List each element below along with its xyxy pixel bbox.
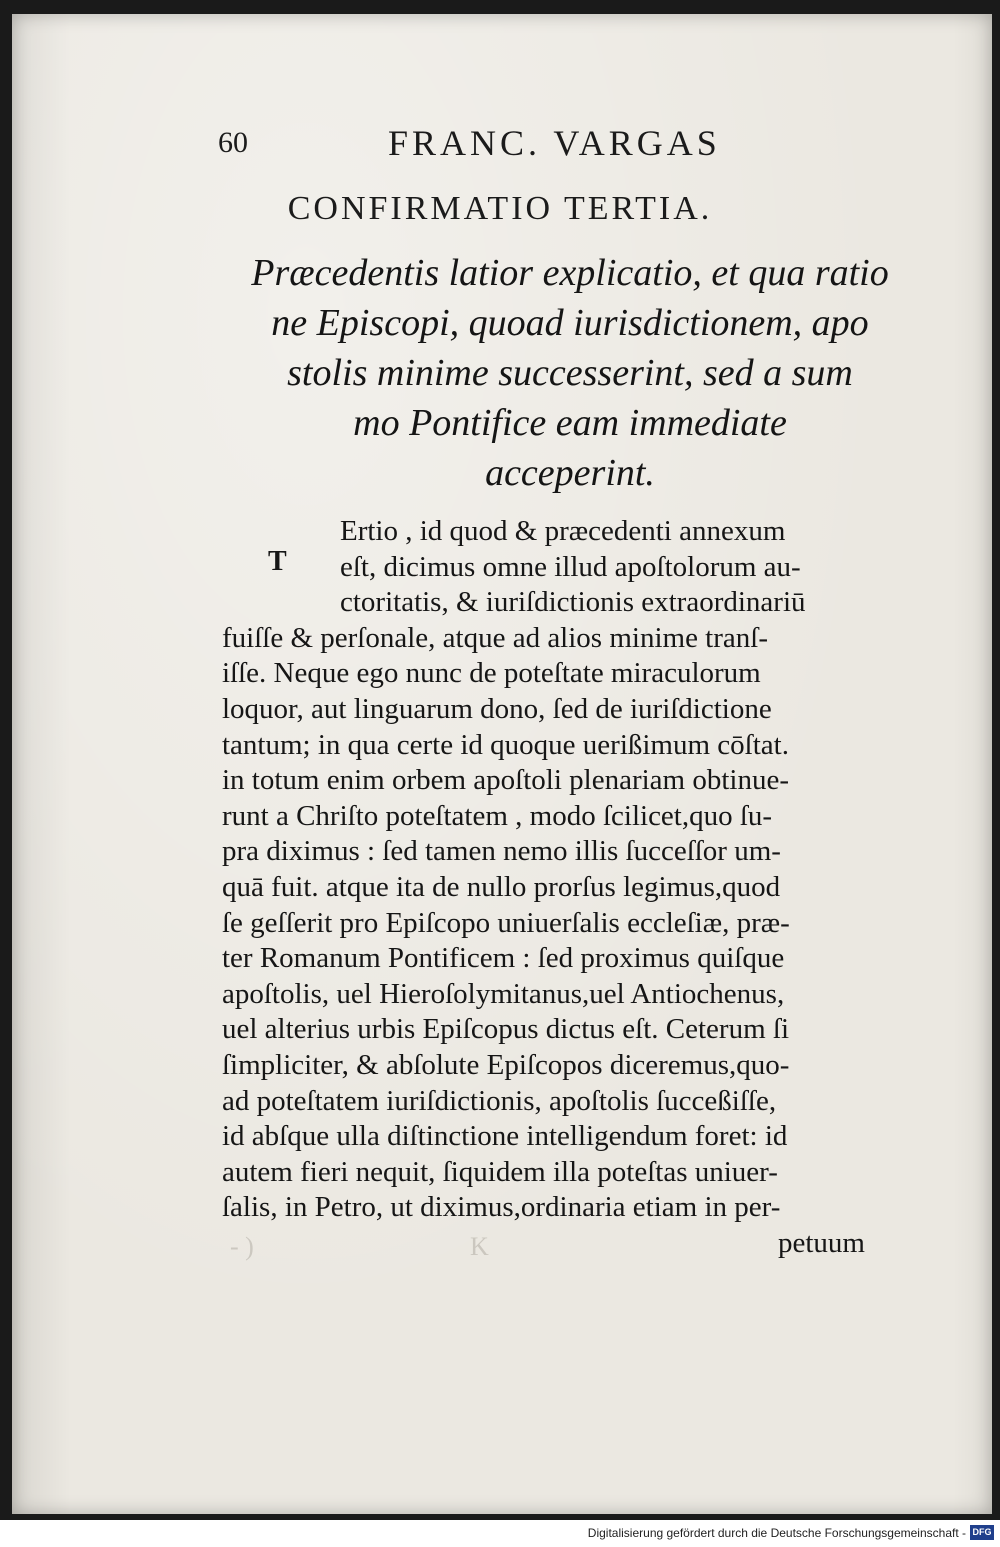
text-line: ſe geſſerit pro Epiſcopo uniuerſalis eccleſiæ, præ- — [222, 906, 790, 939]
text-line: ſimpliciter, & abſolute Epiſcopos diceremus,quo- — [222, 1048, 790, 1081]
page-number: 60 — [218, 126, 248, 159]
subtitle-line: Præcedentis latior explicatio, et qua ratio — [251, 252, 889, 294]
text-line: runt a Chriſto poteſtatem , modo ſcilicet,quo ſu- — [222, 799, 773, 832]
running-head — [218, 118, 778, 168]
text-line: Ertio , id quod & præcedenti annexum — [340, 515, 786, 547]
subtitle-line: stolis minime successerint, sed a sum — [287, 352, 853, 394]
section-title: CONFIRMATIO TERTIA. — [287, 190, 713, 227]
text-line: ctoritatis, & iuriſdictionis extraordinariū — [340, 586, 806, 619]
text-line: iſſe. Neque ego nunc de poteſtate miraculorum — [222, 657, 761, 690]
text-line: in totum enim orbem apoſtoli plenariam obtinue- — [222, 764, 789, 797]
text-line: loquor, aut linguarum dono, ſed de iuriſdictione — [222, 692, 772, 725]
running-title: FRANC. VARGAS — [388, 123, 721, 163]
show-through-mark: K — [470, 1232, 489, 1261]
subtitle-line: ne Episcopi, quoad iurisdictionem, apo — [271, 302, 869, 344]
text-line: fuiſſe & perſonale, atque ad alios minime tranſ- — [222, 621, 768, 654]
body-text — [222, 514, 902, 1261]
funding-credit: Digitalisierung gefördert durch die Deutsche Forschungsgemeinschaft - — [587, 1526, 966, 1540]
text-line: eſt, dicimus omne illud apoſtolorum au- — [340, 550, 801, 583]
subtitle-line: mo Pontifice eam immediate — [353, 402, 787, 444]
section-subtitle — [220, 248, 920, 498]
text-line: quā fuit. atque ita de nullo prorſus legimus,quod — [222, 870, 781, 903]
text-line: ter Romanum Pontificem : ſed proximus quiſque — [222, 942, 785, 975]
subtitle-line: acceperint. — [485, 452, 655, 494]
catchword: petuum — [778, 1226, 865, 1259]
text-line: ad poteſtatem iuriſdictionis, apoſtolis ſucceßiſſe, — [222, 1084, 777, 1117]
text-line: id abſque ulla diſtinctione intelligendum foret: id — [222, 1120, 788, 1153]
text-line: ſalis, in Petro, ut diximus,ordinaria etiam in per- — [222, 1191, 781, 1224]
show-through-mark: - ) — [230, 1232, 254, 1261]
text-line: uel alterius urbis Epiſcopus dictus eſt. Ceterum ſi — [222, 1013, 790, 1046]
text-line: tantum; in qua certe id quoque uerißimum cōſtat. — [222, 728, 789, 761]
dfg-logo: DFG — [970, 1525, 994, 1540]
footer-bar — [0, 1520, 1000, 1547]
text-line: apoſtolis, uel Hieroſolymitanus,uel Antiochenus, — [222, 977, 785, 1010]
initial-letter: T — [268, 546, 287, 577]
text-line: autem fieri nequit, ſiquidem illa poteſtas uniuer- — [222, 1155, 778, 1188]
text-line: pra diximus : ſed tamen nemo illis ſucceſſor um- — [222, 835, 781, 868]
